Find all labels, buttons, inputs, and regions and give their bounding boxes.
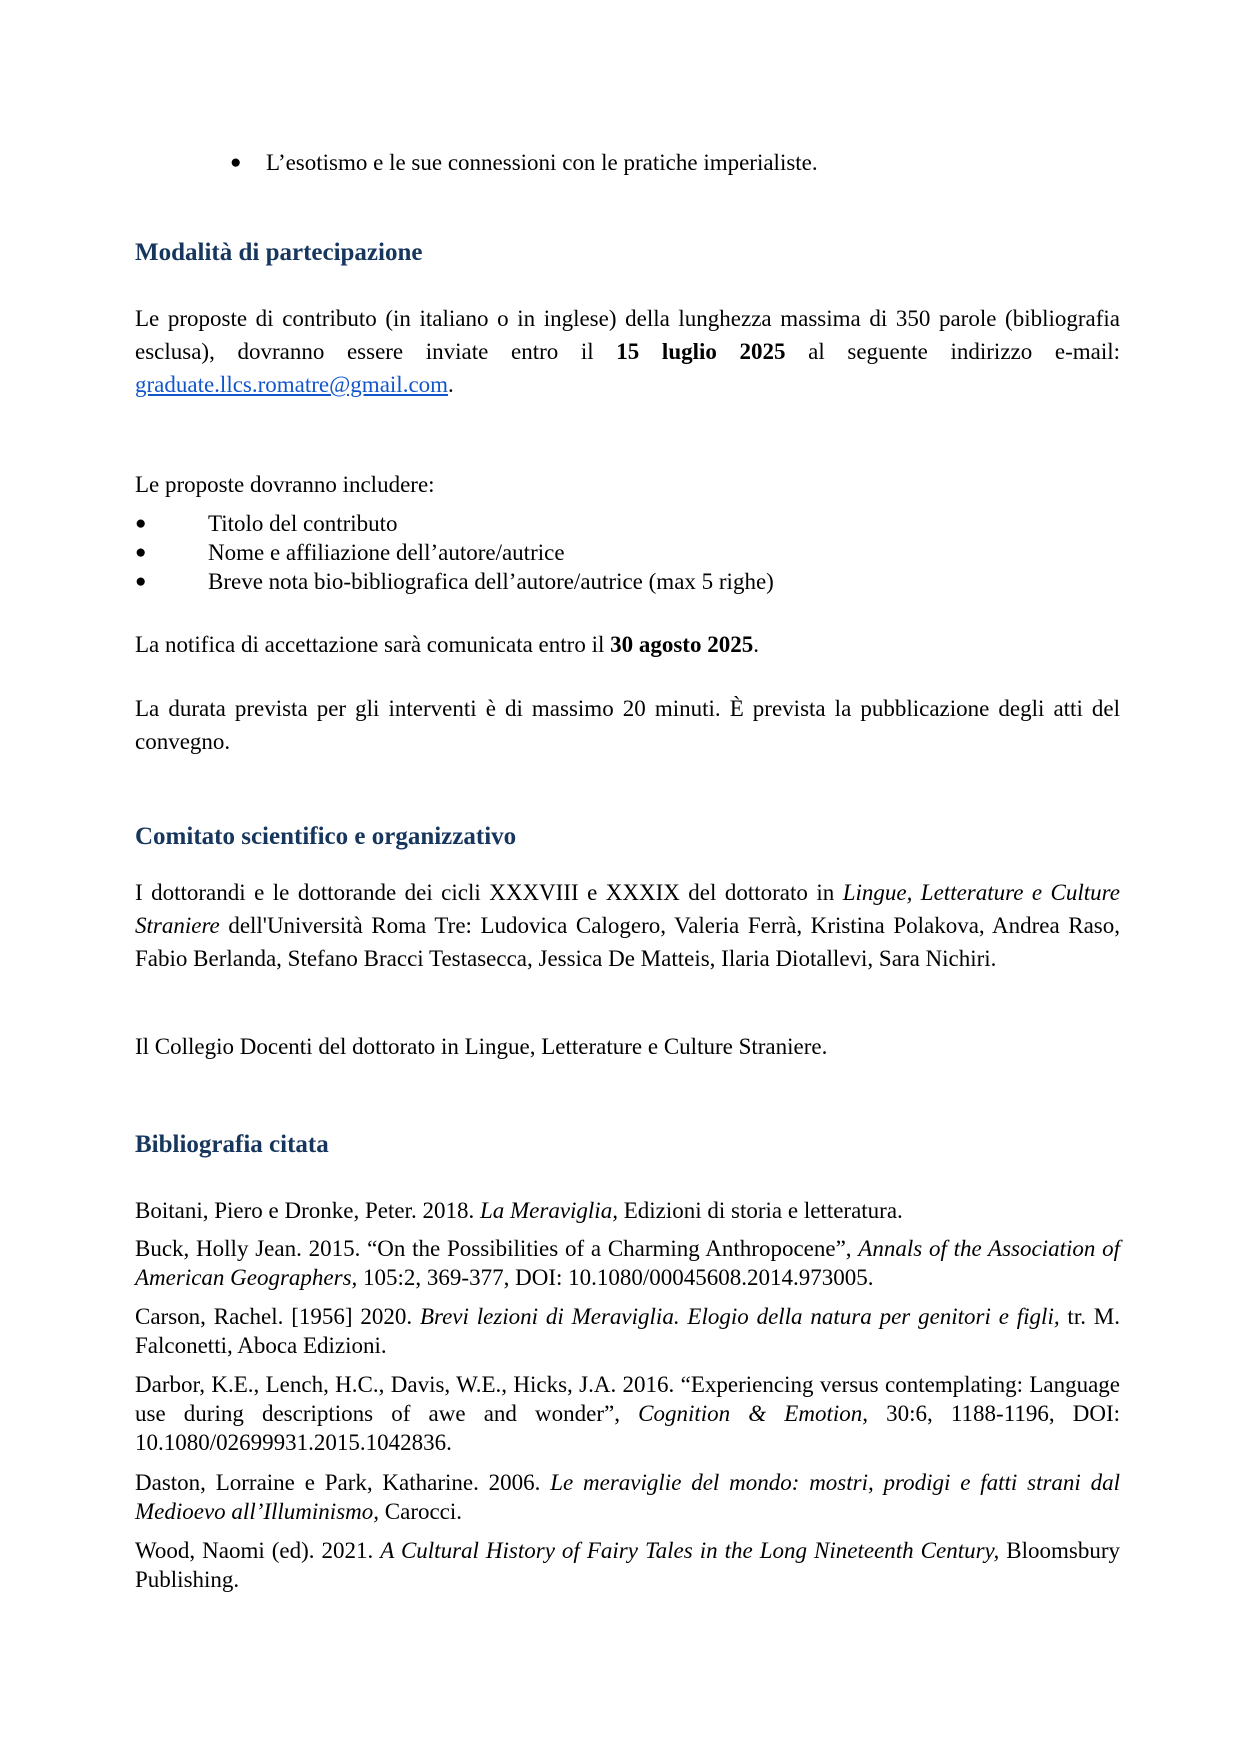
entry-title: Annals of the Association of American Geographers, [135,1236,1120,1290]
bibliography-entry [135,1370,1120,1457]
deadline-date: 15 luglio 2025 [616,339,786,364]
entry-publisher: 105:2, 369-377, DOI: 10.1080/00045608.2014.973005. [357,1265,874,1290]
entry-authors: Buck, Holly Jean. 2015. “On the Possibilities of a Charming Anthropocene”, [135,1236,859,1261]
paragraph-text: I dottorandi e le dottorande dei cicli XXXVIII e XXXIX del dottorato in [135,880,843,905]
paragraph-text: Le proposte di contributo (in italiano o in inglese) della lunghezza massima di 350 parole (bibliografia esclusa), dovranno essere inviate entro il [135,306,1120,364]
entry-authors: Wood, Naomi (ed). 2021. [135,1538,381,1563]
bullet-icon: ● [230,152,242,173]
paragraph-text: . [448,372,454,397]
paragraph-text: dell'Università Roma Tre: Ludovica Calogero, Valeria Ferrà, Kristina Polakova, Andrea Raso, Fabio Berlanda, Stefano Bracci Testasecca, Jessica De Matteis, Ilaria Diotallevi, Sara Nichiri. [135,913,1120,971]
bibliography-entry [135,1468,1120,1526]
entry-authors: Boitani, Piero e Dronke, Peter. 2018. [135,1198,480,1223]
paragraph-duration: La durata prevista per gli interventi è di massimo 20 minuti. È prevista la pubblicazione degli atti del convegno. [135,696,1120,754]
entry-publisher: Bloomsbury Publishing. [135,1538,1120,1592]
paragraph-notification [135,628,1120,661]
bibliography-entry [135,1234,1120,1292]
paragraph-text: La notifica di accettazione sarà comunicata entro il [135,632,611,657]
entry-authors: Darbor, K.E., Lench, H.C., Davis, W.E., Hicks, J.A. 2016. “Experiencing versus contemplating: Language use during descriptions of awe and wonder”, [135,1372,1120,1426]
entry-title: Brevi lezioni di Meraviglia. Elogio della natura per genitori e figli, [419,1304,1060,1329]
paragraph-text: al seguente indirizzo e-mail: [785,339,1121,364]
paragraph-submission [135,302,1120,401]
bibliography-entry [135,1196,1120,1225]
entry-publisher: Edizioni di storia e letteratura. [617,1198,903,1223]
paragraph-text: . [753,632,759,657]
paragraph-collegio: Il Collegio Docenti del dottorato in Lingue, Letterature e Culture Straniere. [135,1034,828,1059]
entry-publisher: Carocci. [379,1499,463,1524]
bibliography-entry [135,1302,1120,1360]
entry-authors: Daston, Lorraine e Park, Katharine. 2006. [135,1470,551,1495]
entry-title: La Meraviglia, [479,1198,618,1223]
section-heading-bibliografia: Bibliografia citata [135,1131,329,1158]
entry-publisher: 30:6, 1188-1196, DOI: 10.1080/02699931.2015.1042836. [135,1401,1120,1455]
bullet-icon: ● [135,542,147,563]
bullet-icon: ● [135,571,147,592]
paragraph-committee [135,876,1120,975]
notification-date: 30 agosto 2025 [610,632,754,657]
list-item-text: Nome e affiliazione dell’autore/autrice [208,540,565,565]
entry-title: A Cultural History of Fairy Tales in the Long Nineteenth Century, [380,1538,1000,1563]
entry-authors: Carson, Rachel. [1956] 2020. [135,1304,420,1329]
bibliography-entry [135,1536,1120,1594]
section-heading-partecipazione: Modalità di partecipazione [135,239,423,266]
list-item-text: Breve nota bio-bibliografica dell’autore/autrice (max 5 righe) [208,569,774,594]
program-name: Lingue, Letterature e Culture Straniere [135,880,1120,938]
list-item-text: Titolo del contributo [208,511,398,536]
list-item-text: L’esotismo e le sue connessioni con le pratiche imperialiste. [266,150,818,175]
entry-publisher: tr. M. Falconetti, Aboca Edizioni. [135,1304,1120,1358]
email-link[interactable]: graduate.llcs.romatre@gmail.com [135,372,449,397]
bullet-icon: ● [135,513,147,534]
list-intro: Le proposte dovranno includere: [135,472,435,497]
entry-title: Le meraviglie del mondo: mostri, prodigi e fatti strani dal Medioevo all’Illuminismo, [135,1470,1120,1524]
section-heading-comitato: Comitato scientifico e organizzativo [135,823,517,850]
entry-title: Cognition & Emotion, [638,1401,868,1426]
